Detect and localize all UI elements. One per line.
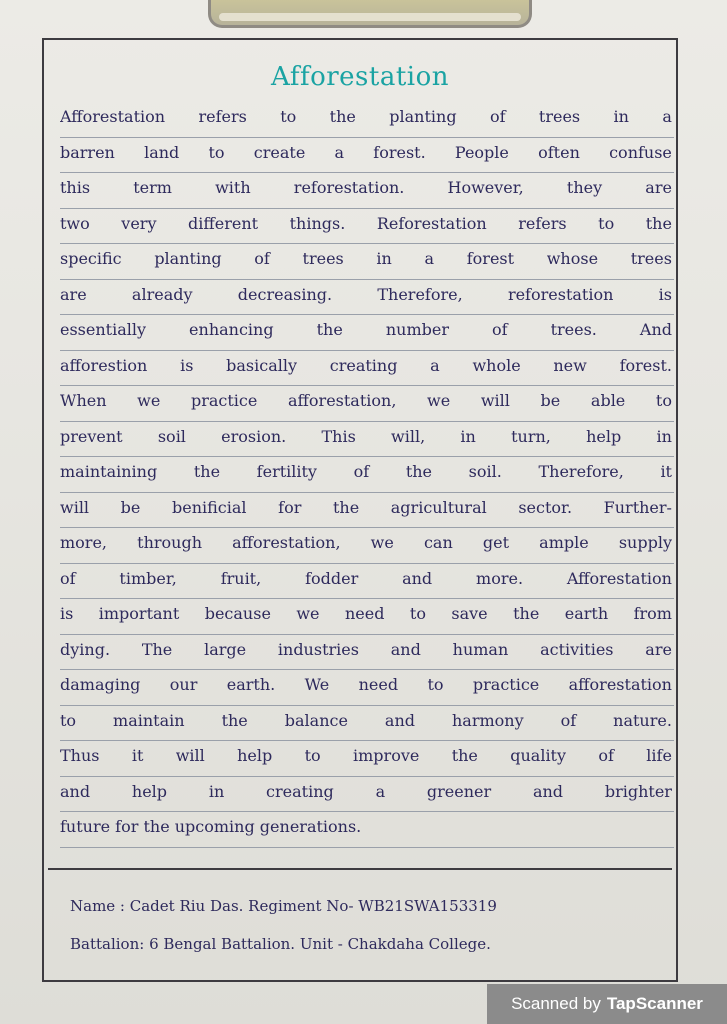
essay-word: because: [204, 604, 271, 623]
essay-word: and: [60, 781, 91, 801]
essay-word: term: [133, 178, 172, 197]
essay-word: People: [454, 142, 509, 162]
clip-handle: [219, 13, 521, 21]
essay-word: trees: [630, 249, 672, 268]
essay-word: will,: [391, 426, 426, 446]
essay-word: the: [221, 710, 248, 730]
essay-word: to: [427, 675, 444, 694]
essay-word: need: [344, 604, 385, 623]
essay-word: essentially: [60, 320, 147, 339]
essay-word: refers: [518, 213, 567, 233]
essay-word: we: [427, 391, 451, 410]
essay-word: Thus: [60, 746, 100, 765]
essay-word: a: [334, 142, 345, 162]
essay-word: of: [560, 710, 577, 730]
essay-word: dying.: [60, 639, 111, 659]
essay-word: will: [175, 746, 205, 765]
essay-body: [60, 102, 674, 848]
essay-word: is: [658, 284, 672, 304]
essay-word: need: [358, 675, 399, 694]
essay-line: [60, 138, 674, 174]
essay-word: will: [60, 497, 90, 517]
essay-word: to: [208, 142, 225, 162]
essay-word: afforestion: [60, 355, 148, 375]
essay-word: a: [662, 107, 672, 126]
battalion-line: Battalion: 6 Bengal Battalion. Unit - Chakdaha College.: [70, 935, 491, 953]
essay-word: two: [60, 213, 90, 233]
essay-word: our: [169, 675, 198, 694]
essay-line: [60, 422, 674, 458]
essay-word: supply: [618, 533, 672, 552]
essay-word: quality: [510, 746, 567, 765]
essay-word: This: [321, 426, 356, 446]
essay-line: [60, 635, 674, 671]
essay-word: the: [451, 746, 478, 765]
essay-word: maintain: [113, 710, 185, 730]
essay-word: the: [329, 107, 356, 126]
essay-word: reforestation: [507, 284, 614, 304]
essay-word: to: [409, 604, 426, 623]
essay-word: of: [60, 568, 76, 588]
essay-word: harmony: [451, 710, 524, 730]
essay-line: [60, 315, 674, 351]
essay-word: turn,: [511, 426, 551, 446]
scanner-watermark: [487, 984, 727, 1024]
essay-word: earth.: [226, 675, 276, 694]
essay-word: help: [586, 426, 622, 446]
essay-line: [60, 351, 674, 387]
essay-word: life: [646, 746, 672, 765]
essay-word: of: [491, 320, 508, 339]
essay-word: erosion.: [221, 426, 287, 446]
essay-word: of: [489, 107, 506, 126]
essay-line: [60, 457, 674, 493]
essay-word: are: [60, 284, 87, 304]
essay-word: trees: [302, 249, 344, 268]
essay-word: nature.: [613, 710, 672, 730]
essay-sheet: [42, 38, 678, 982]
essay-word: Therefore,: [538, 462, 624, 481]
author-name-line: Name : Cadet Riu Das. Regiment No- WB21SWA153319: [70, 897, 497, 915]
essay-word: land: [144, 142, 180, 162]
essay-word: trees: [538, 107, 581, 126]
essay-word: planting: [154, 249, 222, 268]
essay-line: [60, 209, 674, 245]
essay-word: through: [137, 533, 203, 552]
essay-word: things.: [289, 213, 346, 233]
essay-word: greener: [426, 781, 492, 801]
essay-word: create: [253, 142, 306, 162]
essay-word: afforestation,: [232, 533, 341, 552]
essay-word: in: [460, 426, 476, 446]
essay-word: basically: [226, 355, 298, 375]
essay-word: improve: [353, 746, 420, 765]
essay-word: Afforestation: [566, 568, 672, 588]
essay-word: brighter: [604, 781, 672, 801]
essay-word: with: [215, 178, 251, 197]
essay-word: damaging: [60, 675, 141, 694]
essay-word: to: [598, 213, 615, 233]
essay-word: a: [424, 249, 435, 268]
essay-word: Reforestation: [376, 213, 487, 233]
essay-word: benificial: [171, 497, 247, 517]
watermark-brand: TapScanner: [606, 994, 703, 1013]
essay-word: be: [540, 391, 561, 410]
essay-word: very: [121, 213, 157, 233]
essay-word: of: [254, 249, 270, 268]
essay-line: [60, 564, 674, 600]
essay-word: and: [402, 568, 433, 588]
essay-word: of: [353, 462, 370, 481]
essay-word: important: [98, 604, 180, 623]
essay-line: [60, 493, 674, 529]
essay-word: trees.: [550, 320, 597, 339]
essay-word: the: [332, 497, 360, 517]
essay-word: of: [598, 746, 614, 765]
essay-word: in: [208, 781, 225, 801]
essay-word: creating: [266, 781, 334, 801]
essay-word: help: [131, 781, 168, 801]
essay-word: can: [423, 533, 453, 552]
essay-word: in: [656, 426, 672, 446]
essay-word: more.: [476, 568, 524, 588]
essay-word: soil.: [468, 462, 502, 481]
watermark-prefix: Scanned by: [511, 994, 601, 1013]
essay-word: already: [131, 284, 193, 304]
essay-word: maintaining: [60, 462, 158, 481]
essay-word: reforestation.: [293, 178, 405, 197]
essay-word: The: [141, 639, 173, 659]
essay-word: the: [645, 213, 672, 233]
essay-word: number: [385, 320, 449, 339]
essay-word: specific: [60, 249, 122, 268]
essay-word: this: [60, 178, 91, 197]
essay-word: for: [278, 497, 302, 517]
page-title: Afforestation: [271, 62, 449, 92]
essay-word: And: [639, 320, 672, 339]
essay-word: activities: [540, 639, 614, 659]
essay-word: prevent: [60, 426, 123, 446]
essay-word: We: [304, 675, 330, 694]
essay-word: they: [566, 178, 603, 197]
essay-word: human: [452, 639, 509, 659]
essay-word: the: [193, 462, 221, 481]
essay-word: to: [60, 710, 77, 730]
essay-word: a: [430, 355, 440, 375]
essay-word: we: [370, 533, 394, 552]
essay-word: soil: [157, 426, 186, 446]
essay-word: practice: [190, 391, 258, 410]
essay-word: Therefore,: [377, 284, 463, 304]
essay-word: able: [590, 391, 626, 410]
essay-word: large: [204, 639, 247, 659]
essay-word: whose: [546, 249, 599, 268]
essay-word: the: [513, 604, 540, 623]
essay-word: from: [633, 604, 672, 623]
essay-word: When: [60, 391, 107, 410]
essay-word: barren: [60, 142, 115, 162]
essay-word: is: [180, 355, 194, 375]
essay-word: in: [613, 107, 629, 126]
essay-word: it: [131, 746, 144, 765]
essay-word: to: [280, 107, 297, 126]
essay-word: However,: [447, 178, 524, 197]
essay-word: are: [645, 639, 672, 659]
essay-word: new: [553, 355, 587, 375]
essay-word: planting: [389, 107, 457, 126]
essay-word: forest: [466, 249, 515, 268]
essay-line: [60, 706, 674, 742]
essay-word: forest.: [373, 142, 426, 162]
essay-word: is: [60, 604, 74, 623]
essay-word: in: [376, 249, 392, 268]
essay-line: [60, 244, 674, 280]
essay-word: different: [188, 213, 259, 233]
essay-word: fertility: [256, 462, 317, 481]
essay-word: save: [451, 604, 488, 623]
essay-word: balance: [284, 710, 348, 730]
essay-word: get: [482, 533, 510, 552]
essay-word: more,: [60, 533, 108, 552]
essay-word: agricultural: [390, 497, 487, 517]
essay-line: [60, 102, 674, 138]
essay-word: enhancing: [189, 320, 274, 339]
essay-word: often: [538, 142, 580, 162]
essay-word: industries: [277, 639, 359, 659]
essay-word: fodder: [305, 568, 359, 588]
essay-word: and: [390, 639, 421, 659]
essay-word: we: [137, 391, 161, 410]
essay-word: sector.: [518, 497, 573, 517]
essay-word: confuse: [609, 142, 672, 162]
essay-line: future for the upcoming generations.: [60, 812, 674, 848]
essay-word: help: [237, 746, 273, 765]
essay-word: we: [296, 604, 320, 623]
author-footer: [48, 868, 672, 982]
essay-word: afforestation: [568, 675, 672, 694]
essay-word: be: [120, 497, 141, 517]
essay-word: earth: [564, 604, 609, 623]
essay-word: forest.: [619, 355, 672, 375]
essay-word: decreasing.: [237, 284, 333, 304]
essay-word: Further-: [603, 497, 672, 517]
essay-word: will: [480, 391, 510, 410]
essay-word: timber,: [119, 568, 177, 588]
essay-word: fruit,: [220, 568, 262, 588]
essay-word: the: [316, 320, 343, 339]
essay-line: [60, 280, 674, 316]
clipboard-clip: [208, 0, 532, 28]
essay-word: ample: [539, 533, 589, 552]
essay-word: afforestation,: [288, 391, 397, 410]
essay-word: to: [304, 746, 321, 765]
essay-line: [60, 386, 674, 422]
essay-word: Afforestation: [60, 107, 166, 126]
essay-line: [60, 741, 674, 777]
essay-line: [60, 777, 674, 813]
essay-word: and: [384, 710, 415, 730]
essay-word: it: [660, 462, 672, 481]
essay-line: [60, 599, 674, 635]
essay-word: the: [405, 462, 433, 481]
essay-word: creating: [329, 355, 398, 375]
essay-word: are: [645, 178, 672, 197]
essay-line: [60, 173, 674, 209]
essay-word: whole: [472, 355, 521, 375]
essay-word: to: [655, 391, 672, 410]
essay-line: [60, 670, 674, 706]
essay-word: practice: [472, 675, 540, 694]
essay-word: a: [375, 781, 386, 801]
essay-word: and: [532, 781, 564, 801]
essay-line: [60, 528, 674, 564]
essay-word: refers: [198, 107, 247, 126]
